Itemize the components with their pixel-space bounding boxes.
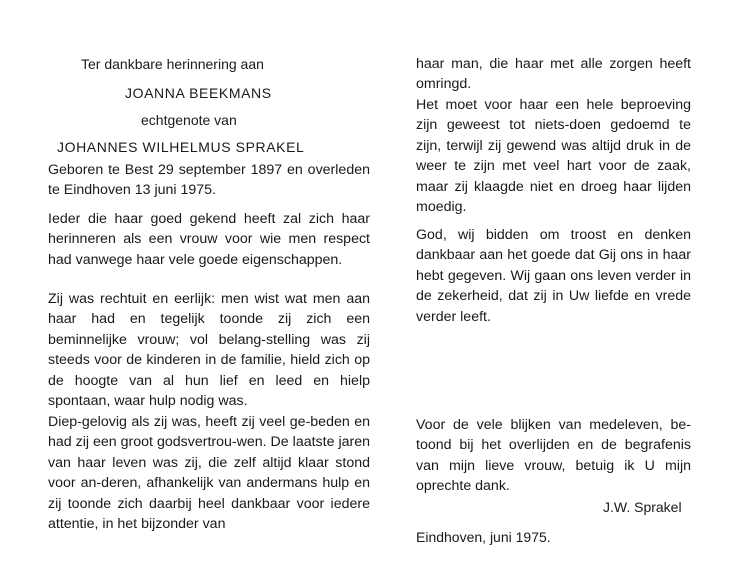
paragraph-4: haar man, die haar met alle zorgen heeft omringd. [416, 56, 691, 93]
intro-line: Ter dankbare herinnering aan [81, 56, 264, 72]
thanks-paragraph: Voor de vele blijken van medeleven, be-toond bij het overlijden en de begrafenis van mijn lieve vrouw, betuig ik U mijn oprechte dank. [416, 417, 691, 495]
paragraph-1: Ieder die haar goed gekend heeft zal zich haar herinneren als een vrouw voor wie men respect had vanwege haar vele goede eigenschappen. [48, 211, 370, 268]
paragraph-2: Zij was rechtuit en eerlijk: men wist wat men aan haar had en tegelijk toonde zij zich een beminnelijke vrouw; vol belang-stelling was zij steeds voor de kinderen in de familie, hield zich op de hoogte van al hun lief en leed en hielp spontaan, waar hulp nodig was. [48, 291, 370, 410]
deceased-name: JOANNA BEEKMANS [125, 85, 272, 101]
paragraph-3: Diep-gelovig als zij was, heeft zij veel ge-beden en had zij een groot godsvertrou-wen. De laatste jaren van haar leven was zij, die zelf altijd klaar stond voor an-deren, afhankelijk van andermans hulp en zij toonde zich daarbij heel dankbaar voor iedere attentie, in het bijzonder van [48, 414, 370, 533]
relation-line: echtgenote van [141, 112, 237, 128]
spouse-name: JOHANNES WILHELMUS SPRAKEL [57, 139, 305, 155]
paragraph-5: Het moet voor haar een hele beproeving zijn geweest tot niets-doen gedoemd te zijn, terwijl zij gewend was altijd druk in de weer te zijn met veel hart voor de zaak, maar zij klaagde niet en droeg haar lijden moedig. [416, 97, 691, 216]
signature: J.W. Sprakel [603, 499, 682, 515]
place-date: Eindhoven, juni 1975. [416, 529, 551, 545]
birth-death-paragraph: Geboren te Best 29 september 1897 en overleden te Eindhoven 13 juni 1975. [48, 162, 370, 199]
paragraph-6: God, wij bidden om troost en denken dankbaar aan het goede dat Gij ons in haar hebt gegeven. Wij gaan ons leven verder in de zekerheid, dat zij in Uw liefde en vrede verder leeft. [416, 227, 691, 325]
